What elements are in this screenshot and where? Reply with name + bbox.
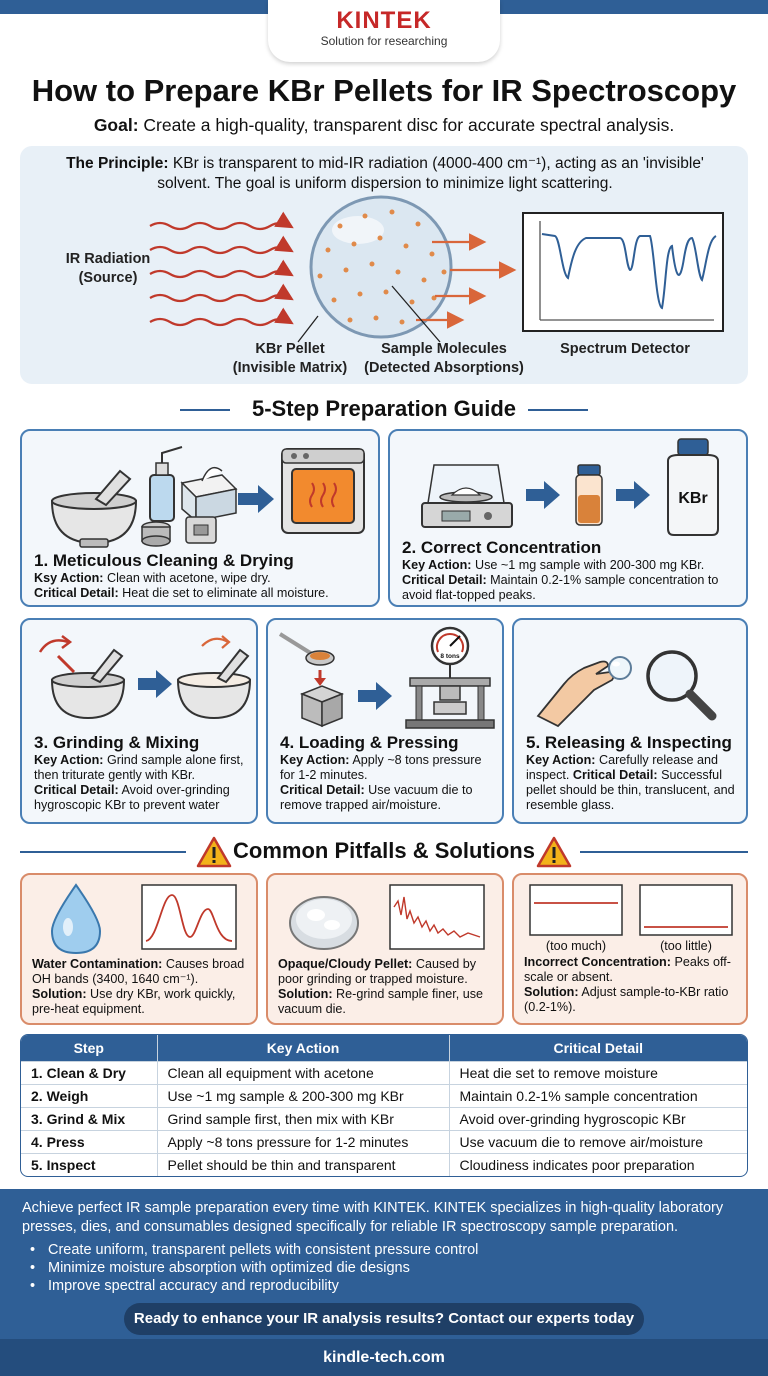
pitfall-card-2 [266,873,504,1025]
pitfall2-problem-label: Opaque/Cloudy Pellet: [278,957,413,971]
pellet-icon [609,657,631,679]
pitfall3-solution-text: Adjust sample-to-KBr ratio (0.2-1%). [524,985,729,1014]
table-cell: 5. Inspect [21,1153,157,1176]
table-cell: Apply ~8 tons pressure for 1-2 minutes [157,1130,449,1153]
step1-critical-label: Critical Detail: [34,586,119,600]
step3-title: 3. Grinding & Mixing [34,733,200,752]
molecule-label-line1: Sample Molecules [381,341,507,357]
pitfall3-illustration [514,875,746,941]
step2-title: 2. Correct Concentration [402,538,602,557]
water-drop-icon [52,885,100,953]
pitfall3-solution-label: Solution: [524,985,579,999]
table-header: Key Action [157,1035,449,1061]
pitfall3-problem-label: Incorrect Concentration: [524,955,671,969]
molecule-label [358,340,530,378]
oven-icon [282,449,364,533]
arrow-icon [138,670,172,698]
pitfall1-problem-text: Causes broad OH bands (3400, 1640 cm⁻¹). [32,957,245,986]
mortar-pestle-icon [52,471,136,547]
table-cell: 3. Grind & Mix [21,1107,157,1130]
step3-key-text: Grind sample alone first, then triturate gently with KBr. [34,753,244,782]
step4-key-text: Apply ~8 tons pressure for 1-2 minutes. [280,753,482,782]
spectrum-detector-icon [523,213,723,331]
table-cell: Grind sample first, then mix with KBr [157,1107,449,1130]
die-set-icon [142,517,216,546]
kbr-bottle-icon [668,439,718,535]
die-icon [302,686,342,726]
table-cell: Cloudiness indicates poor preparation [449,1153,747,1176]
list-item: • Create uniform, transparent pellets with consistent pressure control [48,1241,478,1259]
pitfall2-problem-text: Caused by poor grinding or trapped moisture. [278,957,477,986]
flat-spectrum-icon [530,885,622,935]
table-header: Critical Detail [449,1035,747,1061]
step3-body [34,753,248,813]
step1-illustration [22,431,378,551]
vial-icon [576,465,602,525]
pellet-label-line2: (Invisible Matrix) [232,360,348,376]
steps-heading [0,394,768,424]
molecule-label-line2: (Detected Absorptions) [364,360,524,376]
source-label-line1: IR Radiation [65,251,151,267]
step5-key-label: Key Action: [526,753,596,767]
pitfall-card-1 [20,873,258,1025]
step5-critical-label: Critical Detail: [572,768,658,782]
pitfall3-problem-text: Peaks off-scale or absent. [524,955,731,984]
pitfall3-body [524,955,738,1015]
footer [0,1189,768,1376]
pitfall2-illustration [268,875,502,957]
pitfall2-body [278,957,494,1017]
table-row [21,1061,747,1084]
pitfall1-solution-label: Solution: [32,987,87,1001]
list-item: • Minimize moisture absorption with optimized die designs [48,1259,478,1277]
step3-illustration [22,620,256,730]
step5-critical-text: Successful pellet should be thin, translucent, and resemble glass. [526,768,735,812]
table-cell: Avoid over-grinding hygroscopic KBr [449,1107,747,1130]
step2-key-text: Use ~1 mg sample with 200-300 mg KBr. [471,558,705,572]
pellet-label [220,340,360,378]
goal-label: Goal: [93,115,139,135]
step5-body [526,753,738,813]
pressure-gauge-icon [432,628,468,664]
step1-body [34,571,370,601]
step2-body [402,558,738,603]
step1-key-text: Clean with acetone, wipe dry. [103,571,271,585]
table-row [21,1130,747,1153]
too-much-label: (too much) [545,939,607,953]
principle-label: The Principle: [66,155,169,172]
gauge-label: 8 tons [440,653,460,660]
table-header: Step [21,1035,157,1061]
step3-critical-label: Critical Detail: [34,783,119,797]
table-header-row [21,1035,747,1061]
source-label [48,250,168,288]
step3-critical-text: Avoid over-grinding hygroscopic KBr to prevent water [34,783,230,812]
arrow-icon [238,485,274,513]
summary-table [20,1034,748,1177]
table-row [21,1084,747,1107]
table-row [21,1107,747,1130]
kbr-pellet-icon [311,197,451,337]
step-card-3 [20,618,258,824]
step2-critical-text: Maintain 0.2-1% sample concentration to avoid flat-topped peaks. [402,573,719,602]
pitfall1-body [32,957,248,1017]
arrow-icon [358,682,392,710]
website-link[interactable]: kindle-tech.com [0,1339,768,1376]
too-little-label: (too little) [660,939,712,953]
pitfalls-heading [0,836,768,866]
spatula-icon [280,634,334,686]
step-card-1 [20,429,380,607]
step1-key-label: Ksy Action: [34,571,104,585]
noisy-spectrum-icon [390,885,484,949]
step-card-5 [512,618,748,824]
arrow-icon [526,481,560,509]
table-cell: Pellet should be thin and transparent [157,1153,449,1176]
pitfall-card-3 [512,873,748,1025]
ir-wave-arrows [150,223,290,325]
step4-critical-text: Use vacuum die to remove trapped air/moisture. [280,783,473,812]
brand-tagline: Solution for researching [320,34,448,48]
cloudy-pellet-icon [290,897,358,949]
step2-illustration [390,431,746,541]
pellet-label-line1: KBr Pellet [255,341,325,357]
step5-key-text: Carefully release and inspect. [526,753,719,782]
steps-heading-text: 5-Step Preparation Guide [251,396,517,421]
brand-name: KINTEK [336,7,432,34]
table-cell: 1. Clean & Dry [21,1061,157,1084]
pitfall1-solution-text: Use dry KBr, work quickly, pre-heat equipment. [32,987,236,1016]
table-row [21,1153,747,1176]
step4-title: 4. Loading & Pressing [280,733,459,752]
wash-bottle-icon [150,447,182,521]
page-title: How to Prepare KBr Pellets for IR Spectroscopy [31,73,737,108]
source-label-line2: (Source) [78,270,138,286]
step-card-4 [266,618,504,824]
detector-label: Spectrum Detector [560,341,690,357]
footer-intro: Achieve perfect IR sample preparation every time with KINTEK. KINTEK specializes in high-quality laboratory presses, dies, and consumables designed specifically for reliable IR spectroscopy sample preparation. [22,1200,724,1235]
hydraulic-press-icon [406,660,494,728]
step5-title: 5. Releasing & Inspecting [526,733,732,752]
contact-cta-button[interactable]: Ready to enhance your IR analysis results? Contact our experts today [124,1303,644,1335]
step5-illustration [514,620,746,732]
step4-critical-label: Critical Detail: [280,783,365,797]
goal-text: Create a high-quality, transparent disc for accurate spectral analysis. [138,115,675,135]
step-card-2 [388,429,748,607]
balance-icon [422,465,512,527]
step1-title: 1. Meticulous Cleaning & Drying [34,551,294,570]
magnifier-icon [648,652,712,716]
table-cell: 2. Weigh [21,1084,157,1107]
hand-icon [538,662,614,727]
kbr-bottle-label: KBr [678,490,708,507]
logo[interactable] [268,0,500,62]
table-cell: Heat die set to remove moisture [449,1061,747,1084]
principle-panel [20,146,748,384]
step4-body [280,753,494,813]
table-cell: Use ~1 mg sample & 200-300 mg KBr [157,1084,449,1107]
table-cell: Clean all equipment with acetone [157,1061,449,1084]
pitfall2-solution-text: Re-grind sample finer, use vacuum die. [278,987,484,1016]
footer-bullets [48,1241,478,1295]
table-cell: 4. Press [21,1130,157,1153]
tissue-box-icon [182,468,236,521]
pitfall1-problem-label: Water Contamination: [32,957,163,971]
step2-critical-label: Critical Detail: [402,573,487,587]
step2-key-label: Key Action: [402,558,472,572]
step3-key-label: Key Action: [34,753,104,767]
step4-illustration [268,620,502,732]
step1-critical-text: Heat die set to eliminate all moisture. [118,586,329,600]
spectrum-icon [142,885,236,949]
arrow-icon [616,481,650,509]
pitfall2-solution-label: Solution: [278,987,333,1001]
pitfall1-illustration [22,875,256,957]
pitfalls-heading-text: Common Pitfalls & Solutions [233,838,535,863]
mortar-pestle-icon [40,636,124,718]
step4-key-label: Key Action: [280,753,350,767]
mortar-pestle-icon [178,636,250,718]
principle-body: KBr is transparent to mid-IR radiation (4000-400 cm⁻¹), acting as an 'invisible' solvent. The goal is uniform dispersion to minimize light scattering. [157,155,704,192]
table-cell: Use vacuum die to remove air/moisture [449,1130,747,1153]
list-item: • Improve spectral accuracy and reproducibility [48,1277,478,1295]
empty-spectrum-icon [640,885,732,935]
goal-line [0,114,768,136]
table-cell: Maintain 0.2-1% sample concentration [449,1084,747,1107]
